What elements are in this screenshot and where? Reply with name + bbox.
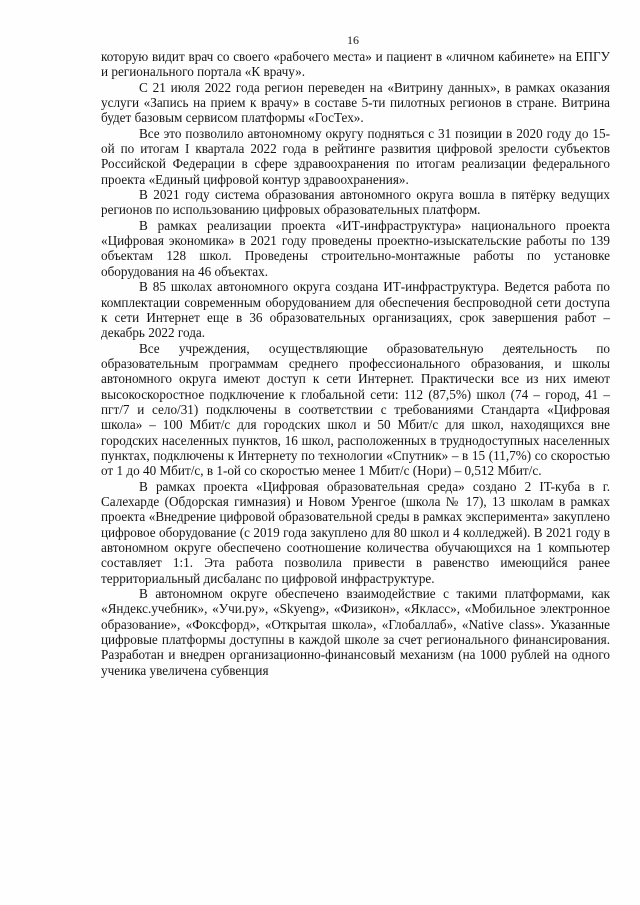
paragraph-8: В рамках проекта «Цифровая образовательная среда» создано 2 IT-куба в г. Салехарде (Обдорская гимназия) и Новом Уренгое (школа № 17), 13 школам в рамках проекта «Внедрение цифровой образовательной среды в рамках эксперимента» закуплено цифровое оборудование (с 2019 года закуплено для 80 школ и 4 колледжей). В 2021 году в автономном округе обеспечено соотношение количества обучающихся на 1 компьютер составляет 1:1. Эта работа позволила привести в равенство имеющийся ранее территориальный дисбаланс по цифровой инфраструктуре.: [101, 478, 610, 586]
page-number: 16: [347, 33, 359, 47]
paragraph-3: Все это позволило автономному округу подняться с 31 позиции в 2020 году до 15-ой по итогам I квартала 2022 года в рейтинге развития цифровой зрелости субъектов Российской Федерации в сфере здравоохранения по итогам реализации федерального проекта «Единый цифровой контур здравоохранения».: [101, 125, 610, 187]
paragraph-2: С 21 июля 2022 года регион переведен на «Витрину данных», в рамках оказания услуги «Запись на прием к врачу» в составе 5-ти пилотных регионов в стране. Витрина будет базовым сервисом платформы «ГосТех».: [101, 79, 610, 126]
document-body: [101, 49, 610, 678]
paragraph-9: В автономном округе обеспечено взаимодействие с такими платформами, как «Яндекс.учебник», «Учи.ру», «Skyeng», «Физикон», «Якласс», «Мобильное электронное образование», «Фоксфорд», «Открытая школа», «Глобаллаб», «Native class». Указанные цифровые платформы доступны в каждой школе за счет регионального финансирования. Разработан и внедрен организационно-финансовый механизм (на 1000 рублей на одного ученика увеличена субвенция: [101, 586, 610, 678]
paragraph-1: которую видит врач со своего «рабочего места» и пациент в «личном кабинете» на ЕПГУ и регионального портала «К врачу».: [101, 49, 610, 80]
paragraph-4: В 2021 году система образования автономного округа вошла в пятёрку ведущих регионов по использованию цифровых образовательных платформ.: [101, 187, 610, 218]
paragraph-7: Все учреждения, осуществляющие образовательную деятельность по образовательным программам среднего профессионального образования, и школы автономного округа имеют доступ к сети Интернет. Практически все из них имеют высокоскоростное подключение к глобальной сети: 112 (87,5%) школ (74 – город, 41 – пгт/7 и село/31) подключены в соответствии с требованиями Стандарта «Цифровая школа» – 100 Мбит/с для городских школ и 50 Мбит/с для школ, находящихся вне городских населенных пунктов, 16 школ, расположенных в труднодоступных населенных пунктах, подключены к Интернету по технологии «Спутник» – в 15 (11,7%) со скоростью от 1 до 40 Мбит/с, в 1-ой со скоростью менее 1 Мбит/с (Нори) – 0,512 Мбит/с.: [101, 340, 610, 479]
paragraph-5: В рамках реализации проекта «ИТ-инфраструктура» национального проекта «Цифровая экономика» в 2021 году проведены проектно-изыскательские работы по 139 объектам 128 школ. Проведены строительно-монтажные работы по установке оборудования на 46 объектах.: [101, 217, 610, 279]
paragraph-6: В 85 школах автономного округа создана ИТ-инфраструктура. Ведется работа по комплектации современным оборудованием для обеспечения беспроводной сети доступа к сети Интернет еще в 36 образовательных организациях, срок завершения работ – декабрь 2022 года.: [101, 279, 610, 341]
